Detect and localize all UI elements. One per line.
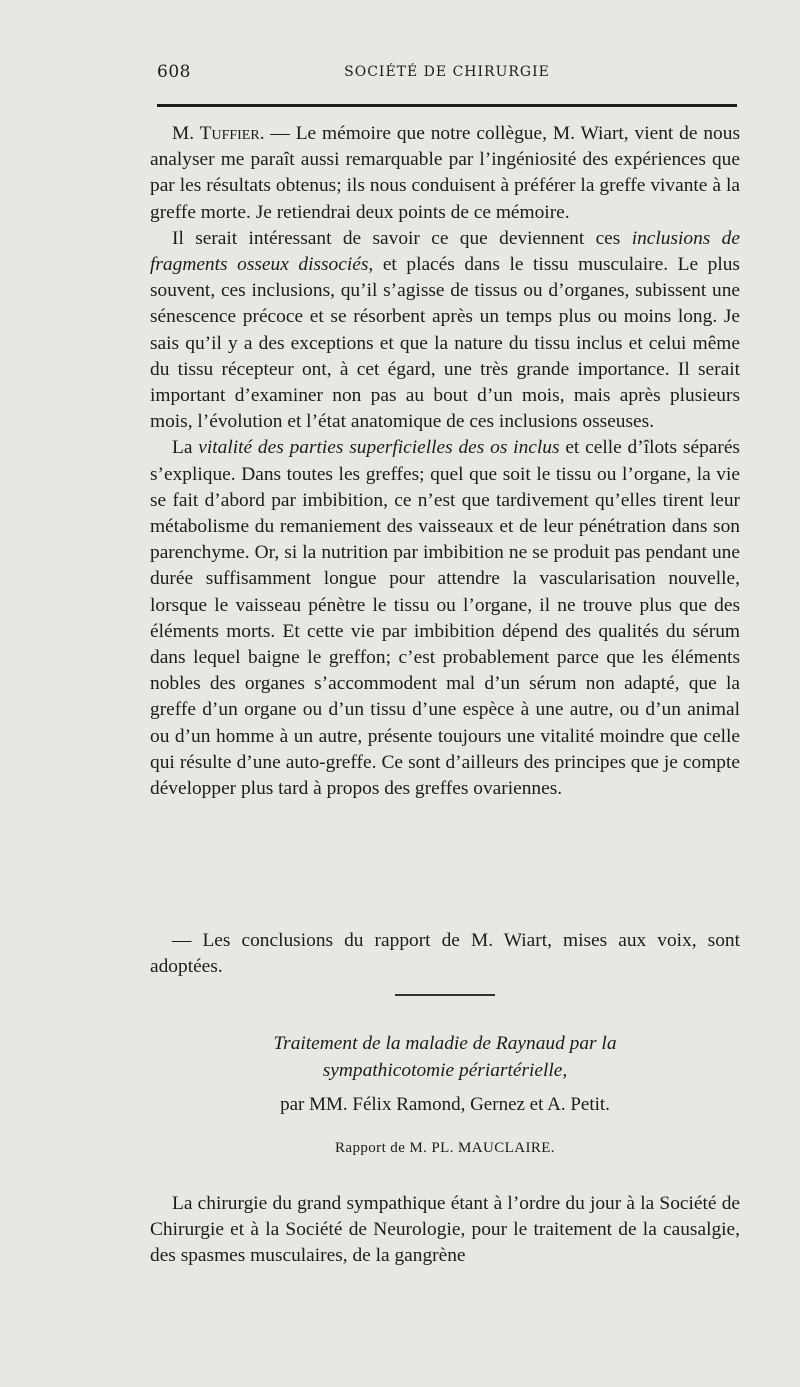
discussion-block (150, 121, 740, 802)
article-body (150, 1191, 740, 1270)
paragraph-text: — Le mémoire que notre collègue, M. Wiart, vient de nous analyser me paraît aussi remarquable par l’ingéniosité des expériences que par les résultats obtenus; ils nous conduisent à préférer la greffe vivante à la greffe morte. Je retiendrai deux points de ce mémoire. (150, 123, 740, 223)
article-title (150, 1030, 740, 1084)
opening-paragraph: La chirurgie du grand sympathique étant à l’ordre du jour à la Société de Chirurgie et à la Société de Neurologie, pour le traitement de la causalgie, des spasmes musculaires, de la gangrène (150, 1193, 740, 1267)
article-title-line-1: Traitement de la maladie de Raynaud par la (273, 1033, 617, 1054)
section-separator (395, 994, 495, 996)
italic-phrase: vitalité des parties superficielles des os inclus (198, 437, 560, 459)
paragraph-text-after: , et placés dans le tissu musculaire. Le plus souvent, ces inclusions, qu’il s’agisse de tissus ou d’organes, subissent une sénescence précoce et se résorbent après un temps plus ou moins long. Je sais qu’il y a des exceptions et que la nature du tissu inclus et celui même du tissu récepteur ont, à cet égard, une très grande importance. Il serait important d’examiner non pas au bout d’un mois, mais après plusieurs mois, l’évolution et l’état anatomique de ces inclusions osseuses. (150, 254, 740, 433)
speaker-name: M. Tuffier. (172, 123, 265, 144)
page-number: 608 (157, 62, 191, 82)
article-title-line-2: sympathicotomie périartérielle, (322, 1060, 568, 1081)
header-rule (157, 104, 737, 107)
paragraph-text-before: La (172, 437, 199, 459)
paragraph-tuffier (150, 121, 740, 226)
paragraph-inclusions (150, 226, 740, 436)
italic-phrase: inclusions de fragments osseux dissociés (150, 227, 740, 276)
page-header (157, 62, 737, 86)
conclusion-paragraph: — Les conclusions du rapport de M. Wiart, mises aux voix, sont adoptées. (150, 930, 740, 978)
paragraph-vitalite (150, 435, 740, 802)
paragraph-text-before: Il serait intéressant de savoir ce que deviennent ces (172, 227, 632, 249)
report-line: Rapport de M. PL. MAUCLAIRE. (335, 1140, 555, 1156)
conclusion-block (150, 928, 740, 980)
running-title: SOCIÉTÉ DE CHIRURGIE (344, 64, 550, 80)
article-authors: par MM. Félix Ramond, Gernez et A. Petit. (280, 1094, 610, 1115)
paragraph-text-after: et celle d’îlots séparés s’explique. Dans toutes les greffes; quel que soit le tissu ou l’organe, la vie se fait d’abord par imbibition, ce n’est que tardivement qu’elles tirent leur métabolisme du remaniement des vaisseaux et de leur pénétration dans son parenchyme. Or, si la nutrition par imbibition ne se produit pas pendant une durée suffisamment longue pour attendre la vascularisation nouvelle, lorsque le vaisseau pénètre le tissu ou l’organe, il ne trouve plus que des éléments morts. Et cette vie par imbibition dépend des qualités du sérum dans lequel baigne le greffon; c’est probablement parce que les éléments nobles des organes s’accommodent mal d’un sérum non adapté, que la greffe d’un organe ou d’un tissu d’une espèce à une autre, ou d’un animal ou d’un homme à un autre, présente toujours une vitalité moindre que celle qui résulte d’une auto-greffe. Ce sont d’ailleurs des principes que je compte développer plus tard à propos des greffes ovariennes. (150, 437, 740, 800)
